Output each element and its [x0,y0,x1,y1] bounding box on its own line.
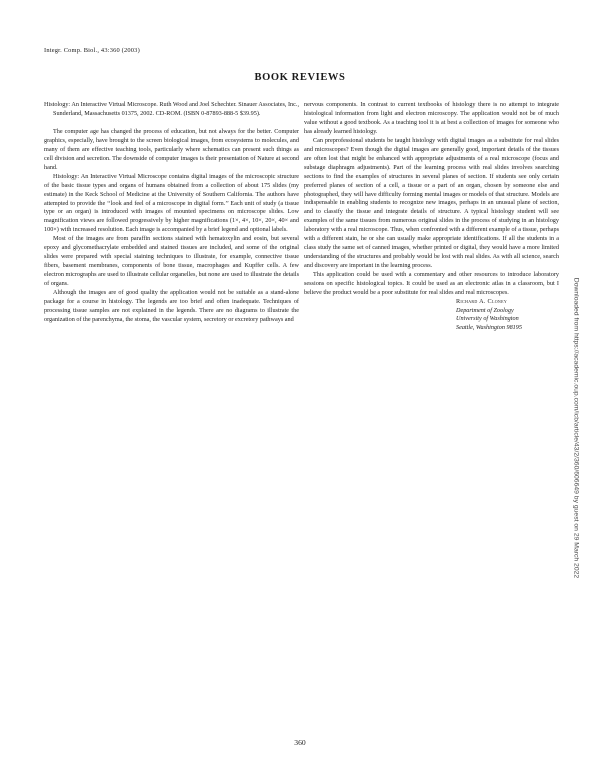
download-watermark: Downloaded from https://academic.oup.com/icb/article/43/2/360/606649 by guest on 29 March 2022 [572,277,580,579]
reviewer-name: Richard A. Cloney [456,297,508,305]
review-paragraph: Histology: An Interactive Virtual Microscope contains digital images of the microscopic structure of the basic tissue types and organs of humans obtained from a collection of about 175 slides (my estimate) in the Keck School of Medicine at the University of Southern California. The authors have attempted to provide the ‘‘look and feel of a microscope in digital form.’’ Each unit of study (a tissue type or an organ) is introduced with images of mounted specimens on microscope slides. Low magnification views are followed progressively by higher magnifications (1×, 4×, 10×, 20×, 40× and 100×) with increased resolution. Each image is accompanied by a brief legend and optional labels. [44,172,299,234]
reviewer-university: University of Washington [456,315,519,323]
left-column [44,101,299,325]
book-citation: Histology: An Interactive Virtual Microscope. Ruth Wood and Joel Schechter. Sinauer Associates, Inc., Sunderland, Massachusetts 01375, 2002. CD-ROM. (ISBN 0-87893-888-5 $39.95). [44,101,299,117]
section-title: BOOK REVIEWS [254,72,346,83]
review-paragraph: Although the images are of good quality the application would not be suitable as a stand-alone package for a course in histology. The legends are too brief and often inadequate. Techniques of processing tissue samples are not explained in the legends. There are no diagrams to illustrate the organization of the parenchyma, the stoma, the vascular system, secretory or excretory pathways and [44,289,299,323]
reviewer-signature [304,298,559,332]
review-paragraph: This application could be used with a commentary and other resources to introduce laboratory sessions on specific histological topics. It could be used as an electronic atlas in a classroom, but I believe the product would be a poor substitute for real slides and real microscopes. [304,271,559,297]
running-head: Integr. Comp. Biol., 43:360 (2003) [44,47,140,54]
right-column [304,101,559,332]
page-number: 360 [294,738,306,747]
reviewer-department: Department of Zoology [456,306,514,314]
reviewer-city: Seattle, Washington 98195 [456,323,522,331]
review-paragraph: Most of the images are from paraffin sections stained with hematoxylin and eosin, but several epoxy and glycomethacrylate embedded and stained tissues are included, and some of the original slides were prepared with special staining techniques to illustrate, for example, connective tissue fibers, basement membranes, components of bone tissue, macrophages and Kupffer cells. A few electron micrographs are used to illustrate cellular organelles, but none are used to illustrate the details of organs. [44,235,299,288]
review-paragraph: The computer age has changed the process of education, but not always for the better. Computer graphics, especially, have brought to the screen biological images, from ecosystems to molecules, and many of them are effective teaching tools, particularly where schematics can present such things as cell division and secretion. The downside of computer images is their presentation of Nature at second hand. [44,127,299,171]
review-paragraph: Can preprofessional students be taught histology with digital images as a substitute for real slides and microscopes? Even though the digital images are generally good, important details of the tissues are often lost that might be enhanced with appropriate adjustments of a real microscope (focus and substage diaphragm adjustments). Part of the learning process with real slides involves searching sections to find the examples of structures in several planes of section. If students see only certain preferred planes of section of a cell, a tissue or a part of an organ, chosen by someone else and photographed, they will have difficulty forming mental images or models of that structure. Models are indispensable in enabling students to recognize new images, perhaps in an unusual plane of section, and to classify the tissue and integrate details of structure. A typical histology student will see examples of the same tissues from numerous original slides in the process of studying in an histology laboratory with a real microscope. Thus, when confronted with a different example of a tissue, perhaps with a different stain, he or she can usually make appropriate identifications. If all the students in a class study the same set of canned images, whether printed or digital, they would have a more limited understanding of the structures and probably would be lost with real slides. As with all science, search and discovery are important in the learning process. [304,136,559,270]
review-paragraph: nervous components. In contrast to current textbooks of histology there is no attempt to integrate histological information from light and electron microscopy. The application would not be of much value without a good textbook. As a teaching tool it is at best a collection of images for someone who has already learned histology. [304,101,559,135]
